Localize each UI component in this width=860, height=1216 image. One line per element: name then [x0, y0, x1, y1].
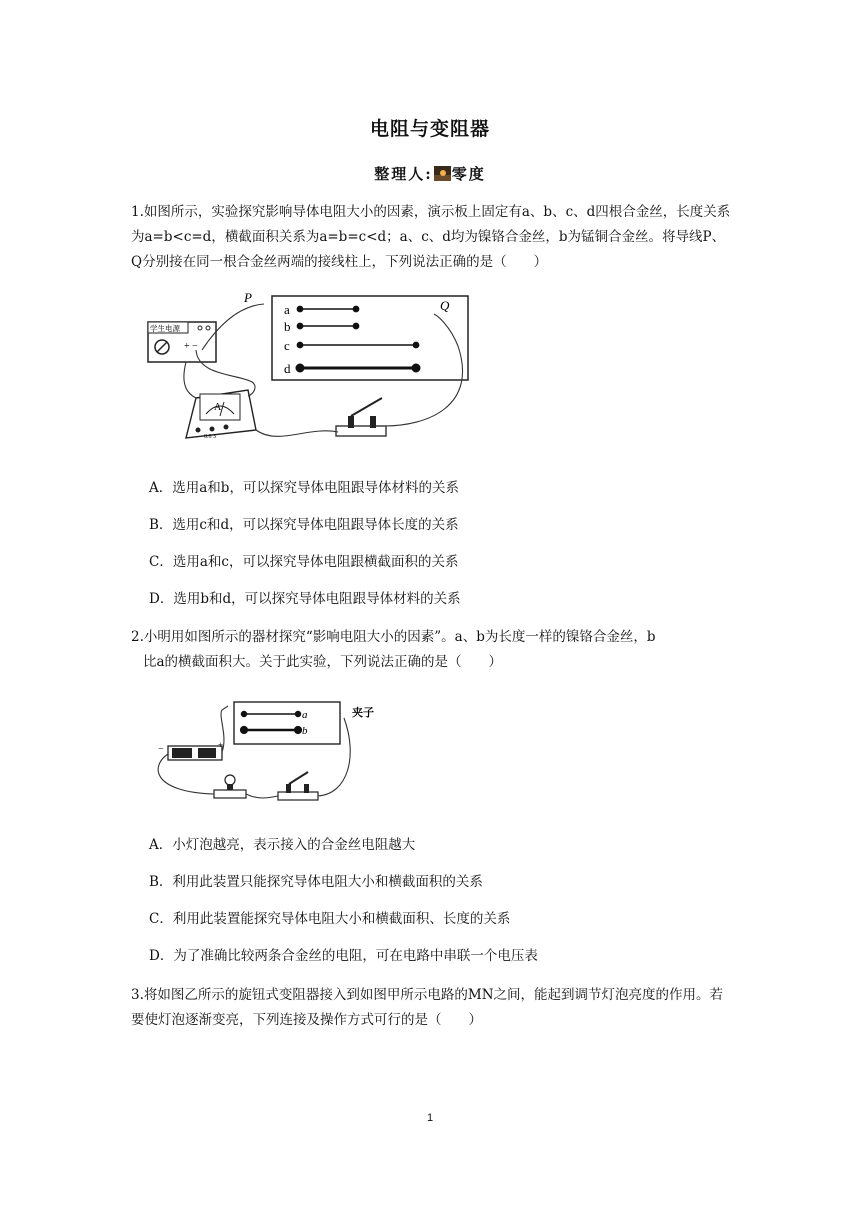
question-3-text: 3.将如图乙所示的旋钮式变阻器接入到如图甲所示电路的MN之间，能起到调节灯泡亮度的作用。若要使灯泡逐渐变亮，下列连接及操作方式可行的是（ ） — [131, 987, 724, 1028]
author-prefix: 整理人: — [374, 165, 433, 183]
wire-label-a-2: a — [302, 709, 308, 721]
q1-option-a: A．选用a和b，可以探究导体电阻跟导体材料的关系 — [149, 480, 459, 496]
q2-option-b: B．利用此装置只能探究导体电阻大小和横截面积的关系 — [149, 874, 483, 890]
author-avatar-icon — [434, 166, 451, 181]
page-title: 电阻与变阻器 — [369, 118, 490, 140]
power-supply-label: 学生电源 — [150, 324, 180, 333]
battery-pack-icon — [168, 746, 222, 760]
light-bulb-icon — [214, 775, 246, 798]
wire-a — [297, 306, 358, 311]
ammeter-icon — [186, 390, 256, 438]
lead-label-p: P — [244, 290, 252, 305]
wire-label-c: c — [284, 338, 290, 353]
battery-minus-label: − — [158, 744, 164, 755]
question-2-line-2: 比a的横截面积大。关于此实验，下列说法正确的是（ ） — [143, 654, 503, 670]
wire-d — [297, 365, 419, 371]
switch-icon — [336, 398, 386, 436]
question-2-figure — [148, 696, 398, 808]
wire-label-b-2: b — [302, 725, 308, 737]
q2-option-c: C．利用此装置能探究导体电阻大小和横截面积、长度的关系 — [149, 911, 511, 927]
question-1-text: 1.如图所示，实验探究影响导体电阻大小的因素，演示板上固定有a、b、c、d四根合金丝，长度关系为a=b<c=d，横截面积关系为a=b=c<d；a、c、d均为镍铬合金丝，b为锰铜合金丝。将导线P、Q分别接在同一根合金丝两端的接线柱上，下列说法正确的是（ ） — [131, 204, 731, 270]
power-terminals-label: + − — [184, 341, 198, 352]
author-line — [0, 163, 860, 184]
switch-icon-2 — [278, 772, 318, 800]
demo-board-2 — [234, 702, 340, 744]
q1-option-d: D．选用b和d，可以探究导体电阻跟导体材料的关系 — [149, 591, 461, 607]
page-number: 1 — [426, 1112, 434, 1124]
wire-label-b: b — [284, 319, 291, 334]
ammeter-scale: 0.6 3 — [204, 434, 216, 440]
clip-label: 夹子 — [352, 707, 374, 719]
q2-option-a: A．小灯泡越亮，表示接入的合金丝电阻越大 — [149, 837, 416, 853]
ammeter-symbol: A — [214, 402, 222, 413]
lead-label-q: Q — [440, 298, 450, 313]
battery-plus-label: + — [218, 740, 224, 750]
wire-label-d: d — [284, 361, 291, 376]
wire-a-2 — [242, 712, 301, 717]
q1-option-b: B．选用c和d，可以探究导体电阻跟导体长度的关系 — [149, 517, 459, 533]
q2-option-d: D．为了准确比较两条合金丝的电阻，可在电路中串联一个电压表 — [149, 948, 538, 964]
wire-b-2 — [241, 727, 301, 733]
wire-label-a: a — [284, 302, 290, 317]
author-name: 零度 — [451, 165, 486, 183]
q1-option-c: C．选用a和c，可以探究导体电阻跟横截面积的关系 — [149, 554, 459, 570]
wire-b — [297, 323, 358, 328]
question-2-text — [131, 625, 736, 675]
question-1-figure — [138, 286, 478, 452]
wire-c — [297, 342, 418, 347]
question-2-line-1: 2.小明用如图所示的器材探究“影响电阻大小的因素”。a、b为长度一样的镍铬合金丝，b — [131, 629, 656, 645]
